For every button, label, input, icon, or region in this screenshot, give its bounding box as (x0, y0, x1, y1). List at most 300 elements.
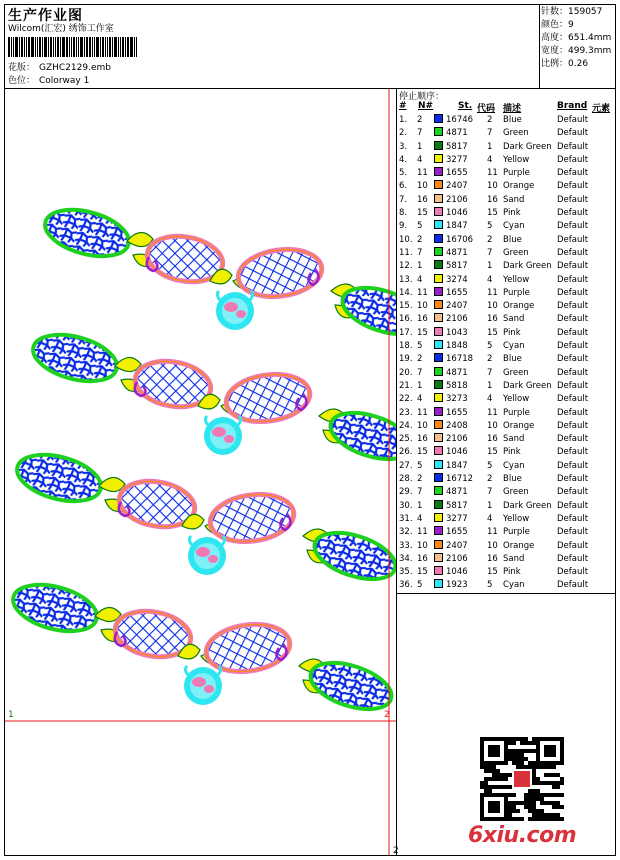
row-brand: Default (557, 513, 589, 524)
row-index: 9. (399, 221, 408, 232)
row-stitches: 2408 (446, 420, 468, 431)
row-brand: Default (557, 354, 589, 365)
row-brand: Default (557, 527, 589, 538)
color-swatch (434, 340, 443, 349)
row-index: 33. (399, 540, 413, 551)
row-index: 14. (399, 287, 413, 298)
row-code: 5 (487, 460, 493, 471)
table-row (398, 486, 616, 499)
row-brand: Default (557, 420, 589, 431)
row-index: 11. (399, 247, 413, 258)
color-swatch (434, 367, 443, 376)
row-stitches: 16718 (446, 354, 474, 365)
row-code: 5 (487, 580, 493, 591)
row-code: 16 (487, 434, 498, 445)
row-description: Yellow (503, 513, 530, 524)
color-swatch (434, 180, 443, 189)
row-code: 15 (487, 447, 498, 458)
row-index: 20. (399, 367, 413, 378)
row-needle: 16 (417, 553, 428, 564)
row-needle: 15 (417, 447, 428, 458)
row-brand: Default (557, 553, 589, 564)
color-swatch (434, 207, 443, 216)
color-swatch (434, 194, 443, 203)
watermark-text: 6xiu.com (468, 823, 577, 848)
row-description: Green (503, 247, 529, 258)
table-row (398, 167, 616, 180)
row-needle: 2 (417, 474, 423, 485)
row-needle: 16 (417, 434, 428, 445)
row-code: 7 (487, 367, 493, 378)
stat-width: 宽度：499.3mm (541, 46, 612, 56)
row-stitches: 3273 (446, 394, 468, 405)
row-needle: 16 (417, 314, 428, 325)
row-brand: Default (557, 115, 589, 125)
row-code: 1 (487, 261, 493, 272)
row-index: 1. (399, 115, 408, 125)
row-description: Purple (503, 287, 530, 298)
row-brand: Default (557, 274, 589, 285)
table-row (398, 420, 616, 433)
row-brand: Default (557, 474, 589, 485)
row-code: 7 (487, 487, 493, 498)
color-swatch (434, 380, 443, 389)
row-brand: Default (557, 234, 589, 245)
color-swatch (434, 274, 443, 283)
row-code: 1 (487, 380, 493, 391)
row-code: 7 (487, 128, 493, 139)
row-code: 10 (487, 301, 498, 312)
table-row (398, 154, 616, 167)
row-needle: 15 (417, 567, 428, 578)
row-brand: Default (557, 447, 589, 458)
col-stitches: St. (458, 101, 473, 111)
color-swatch (434, 313, 443, 322)
row-brand: Default (557, 128, 589, 139)
row-brand: Default (557, 341, 589, 352)
row-index: 3. (399, 141, 408, 152)
row-description: Orange (503, 181, 535, 192)
colorway-label: 色位： (8, 76, 36, 86)
color-swatch (434, 114, 443, 123)
row-stitches: 2407 (446, 540, 468, 551)
row-needle: 11 (417, 527, 428, 538)
row-needle: 1 (417, 500, 423, 511)
table-row (398, 460, 616, 473)
row-index: 30. (399, 500, 413, 511)
row-stitches: 2106 (446, 314, 468, 325)
origin-marker-left: 1 (8, 710, 14, 720)
row-index: 35. (399, 567, 413, 578)
color-swatch (434, 566, 443, 575)
table-row (398, 180, 616, 193)
table-row (398, 300, 616, 313)
table-row (398, 566, 616, 579)
row-brand: Default (557, 287, 589, 298)
table-row (398, 407, 616, 420)
row-brand: Default (557, 327, 589, 338)
row-brand: Default (557, 154, 589, 165)
row-stitches: 3274 (446, 274, 468, 285)
col-needle: N# (418, 101, 434, 111)
row-code: 7 (487, 247, 493, 258)
page-title: 生产作业图 (8, 8, 83, 24)
row-index: 29. (399, 487, 413, 498)
design-motif-1 (40, 202, 396, 343)
row-description: Orange (503, 301, 535, 312)
row-stitches: 16706 (446, 234, 474, 245)
color-swatch (434, 486, 443, 495)
row-stitches: 2106 (446, 434, 468, 445)
color-swatch (434, 553, 443, 562)
table-row (398, 500, 616, 513)
row-index: 25. (399, 434, 413, 445)
table-row (398, 526, 616, 539)
row-brand: Default (557, 500, 589, 511)
barcode-icon (8, 37, 156, 57)
table-row (398, 194, 616, 207)
col-index: # (399, 101, 407, 111)
row-stitches: 4871 (446, 128, 468, 139)
row-index: 13. (399, 274, 413, 285)
row-needle: 4 (417, 274, 423, 285)
row-index: 18. (399, 341, 413, 352)
color-swatch (434, 127, 443, 136)
table-row (398, 313, 616, 326)
row-stitches: 5817 (446, 261, 468, 272)
table-row (398, 433, 616, 446)
stat-scale: 比例：0.26 (541, 59, 589, 69)
color-swatch (434, 446, 443, 455)
row-code: 10 (487, 420, 498, 431)
row-index: 22. (399, 394, 413, 405)
row-code: 4 (487, 513, 493, 524)
color-swatch (434, 141, 443, 150)
table-row (398, 287, 616, 300)
color-swatch (434, 247, 443, 256)
row-index: 17. (399, 327, 413, 338)
design-motif-4 (8, 577, 396, 718)
row-description: Pink (503, 447, 521, 458)
table-row (398, 260, 616, 273)
row-description: Pink (503, 327, 521, 338)
col-code: 代码 (477, 104, 496, 114)
table-row (398, 513, 616, 526)
row-needle: 15 (417, 208, 428, 219)
row-needle: 2 (417, 234, 423, 245)
row-brand: Default (557, 168, 589, 179)
row-index: 31. (399, 513, 413, 524)
row-needle: 5 (417, 341, 423, 352)
row-brand: Default (557, 434, 589, 445)
col-description: 描述 (503, 104, 522, 114)
row-needle: 7 (417, 128, 423, 139)
color-swatch (434, 500, 443, 509)
row-index: 10. (399, 234, 413, 245)
row-needle: 5 (417, 221, 423, 232)
row-description: Purple (503, 168, 530, 179)
row-index: 7. (399, 194, 408, 205)
color-swatch (434, 540, 443, 549)
row-description: Sand (503, 434, 525, 445)
color-swatch (434, 393, 443, 402)
color-swatch (434, 526, 443, 535)
table-row (398, 127, 616, 140)
colorway-row (8, 76, 89, 87)
row-brand: Default (557, 487, 589, 498)
row-description: Blue (503, 354, 522, 365)
row-stitches: 1043 (446, 327, 468, 338)
row-index: 32. (399, 527, 413, 538)
row-stitches: 2106 (446, 194, 468, 205)
row-description: Pink (503, 208, 521, 219)
origin-marker-right: 2 (384, 710, 390, 720)
row-code: 16 (487, 314, 498, 325)
row-needle: 2 (417, 115, 423, 125)
row-index: 16. (399, 314, 413, 325)
row-needle: 1 (417, 380, 423, 391)
design-motif-2 (28, 327, 396, 468)
row-stitches: 16746 (446, 115, 474, 125)
row-index: 23. (399, 407, 413, 418)
stop-sequence-table (398, 101, 616, 593)
row-brand: Default (557, 181, 589, 192)
row-stitches: 4871 (446, 367, 468, 378)
table-row (398, 473, 616, 486)
row-description: Green (503, 128, 529, 139)
color-swatch (434, 433, 443, 442)
row-index: 12. (399, 261, 413, 272)
row-description: Cyan (503, 341, 525, 352)
row-stitches: 1847 (446, 221, 468, 232)
row-stitches: 3277 (446, 513, 468, 524)
row-needle: 4 (417, 154, 423, 165)
color-swatch (434, 353, 443, 362)
row-index: 6. (399, 181, 408, 192)
color-swatch (434, 460, 443, 469)
color-swatch (434, 327, 443, 336)
color-swatch (434, 154, 443, 163)
color-swatch (434, 513, 443, 522)
row-index: 24. (399, 420, 413, 431)
row-needle: 11 (417, 168, 428, 179)
color-swatch (434, 300, 443, 309)
row-needle: 5 (417, 580, 423, 591)
row-needle: 11 (417, 407, 428, 418)
row-description: Green (503, 487, 529, 498)
row-stitches: 1847 (446, 460, 468, 471)
row-index: 8. (399, 208, 408, 219)
row-brand: Default (557, 261, 589, 272)
col-brand: Brand (557, 101, 588, 111)
row-code: 2 (487, 474, 493, 485)
row-code: 2 (487, 115, 493, 125)
row-code: 16 (487, 553, 498, 564)
row-stitches: 1848 (446, 341, 468, 352)
row-needle: 5 (417, 460, 423, 471)
row-code: 1 (487, 141, 493, 152)
row-stitches: 2106 (446, 553, 468, 564)
col-element: 元素 (592, 104, 611, 114)
row-stitches: 16712 (446, 474, 474, 485)
row-index: 28. (399, 474, 413, 485)
row-stitches: 3277 (446, 154, 468, 165)
row-description: Purple (503, 407, 530, 418)
table-row (398, 540, 616, 553)
row-brand: Default (557, 380, 589, 391)
row-brand: Default (557, 460, 589, 471)
color-swatch (434, 234, 443, 243)
row-code: 4 (487, 394, 493, 405)
design-file-name: GZHC2129.emb (39, 63, 111, 73)
table-row (398, 114, 616, 127)
row-code: 11 (487, 527, 498, 538)
stat-colors: 颜色：9 (541, 20, 574, 30)
row-brand: Default (557, 208, 589, 219)
color-swatch (434, 473, 443, 482)
row-index: 5. (399, 168, 408, 179)
row-brand: Default (557, 247, 589, 258)
row-stitches: 5817 (446, 141, 468, 152)
row-needle: 10 (417, 540, 428, 551)
table-row (398, 393, 616, 406)
row-brand: Default (557, 141, 589, 152)
table-row (398, 247, 616, 260)
row-code: 11 (487, 168, 498, 179)
row-needle: 4 (417, 513, 423, 524)
row-stitches: 1046 (446, 208, 468, 219)
color-swatch (434, 579, 443, 588)
row-description: Cyan (503, 580, 525, 591)
design-motif-3 (12, 447, 396, 588)
table-row (398, 234, 616, 247)
table-row (398, 220, 616, 233)
row-stitches: 1655 (446, 527, 468, 538)
table-row (398, 553, 616, 566)
origin-marker-bottom: 2 (393, 846, 399, 856)
color-swatch (434, 167, 443, 176)
row-description: Dark Green (503, 261, 552, 272)
row-description: Orange (503, 540, 535, 551)
row-needle: 10 (417, 420, 428, 431)
row-index: 34. (399, 553, 413, 564)
row-description: Yellow (503, 394, 530, 405)
row-stitches: 5817 (446, 500, 468, 511)
stat-height: 高度：651.4mm (541, 33, 612, 43)
row-description: Sand (503, 553, 525, 564)
row-description: Yellow (503, 274, 530, 285)
company-name: Wilcom(汇宏) 绣饰工作室 (8, 24, 114, 34)
table-row (398, 353, 616, 366)
row-needle: 10 (417, 181, 428, 192)
table-row (398, 367, 616, 380)
row-description: Yellow (503, 154, 530, 165)
row-needle: 15 (417, 327, 428, 338)
row-description: Dark Green (503, 141, 552, 152)
color-swatch (434, 220, 443, 229)
row-brand: Default (557, 567, 589, 578)
row-index: 26. (399, 447, 413, 458)
table-header (398, 101, 616, 114)
row-code: 2 (487, 234, 493, 245)
row-needle: 1 (417, 141, 423, 152)
table-row (398, 207, 616, 220)
row-index: 21. (399, 380, 413, 391)
stats-divider (539, 4, 540, 88)
row-code: 11 (487, 287, 498, 298)
row-code: 10 (487, 181, 498, 192)
row-needle: 16 (417, 194, 428, 205)
qr-code-icon (480, 737, 564, 821)
row-stitches: 2407 (446, 301, 468, 312)
row-stitches: 4871 (446, 487, 468, 498)
row-needle: 7 (417, 487, 423, 498)
row-brand: Default (557, 194, 589, 205)
row-brand: Default (557, 580, 589, 591)
row-stitches: 2407 (446, 181, 468, 192)
stat-stitches: 针数：159057 (541, 7, 603, 17)
row-needle: 10 (417, 301, 428, 312)
row-code: 1 (487, 500, 493, 511)
row-description: Purple (503, 527, 530, 538)
row-description: Cyan (503, 460, 525, 471)
row-stitches: 5818 (446, 380, 468, 391)
row-stitches: 1655 (446, 407, 468, 418)
row-needle: 7 (417, 367, 423, 378)
row-description: Green (503, 367, 529, 378)
row-description: Dark Green (503, 500, 552, 511)
row-brand: Default (557, 540, 589, 551)
row-description: Blue (503, 474, 522, 485)
design-label: 花版： (8, 63, 36, 73)
row-code: 15 (487, 567, 498, 578)
row-code: 5 (487, 221, 493, 232)
row-code: 16 (487, 194, 498, 205)
row-description: Orange (503, 420, 535, 431)
row-needle: 1 (417, 261, 423, 272)
row-code: 15 (487, 208, 498, 219)
row-brand: Default (557, 394, 589, 405)
stop-sequence-title: 停止顺序： (399, 92, 445, 102)
row-index: 15. (399, 301, 413, 312)
row-brand: Default (557, 221, 589, 232)
color-swatch (434, 407, 443, 416)
row-description: Dark Green (503, 380, 552, 391)
row-description: Cyan (503, 221, 525, 232)
row-brand: Default (557, 367, 589, 378)
row-index: 27. (399, 460, 413, 471)
row-brand: Default (557, 407, 589, 418)
row-code: 5 (487, 341, 493, 352)
row-description: Sand (503, 314, 525, 325)
canvas-divider (396, 88, 397, 856)
row-index: 2. (399, 128, 408, 139)
row-brand: Default (557, 314, 589, 325)
row-description: Blue (503, 115, 522, 125)
row-brand: Default (557, 301, 589, 312)
row-index: 4. (399, 154, 408, 165)
row-stitches: 4871 (446, 247, 468, 258)
color-swatch (434, 420, 443, 429)
table-row (398, 446, 616, 459)
row-code: 4 (487, 154, 493, 165)
row-index: 19. (399, 354, 413, 365)
design-stats (541, 6, 611, 71)
table-row (398, 274, 616, 287)
row-needle: 2 (417, 354, 423, 365)
table-row (398, 380, 616, 393)
design-file-row (8, 63, 111, 74)
